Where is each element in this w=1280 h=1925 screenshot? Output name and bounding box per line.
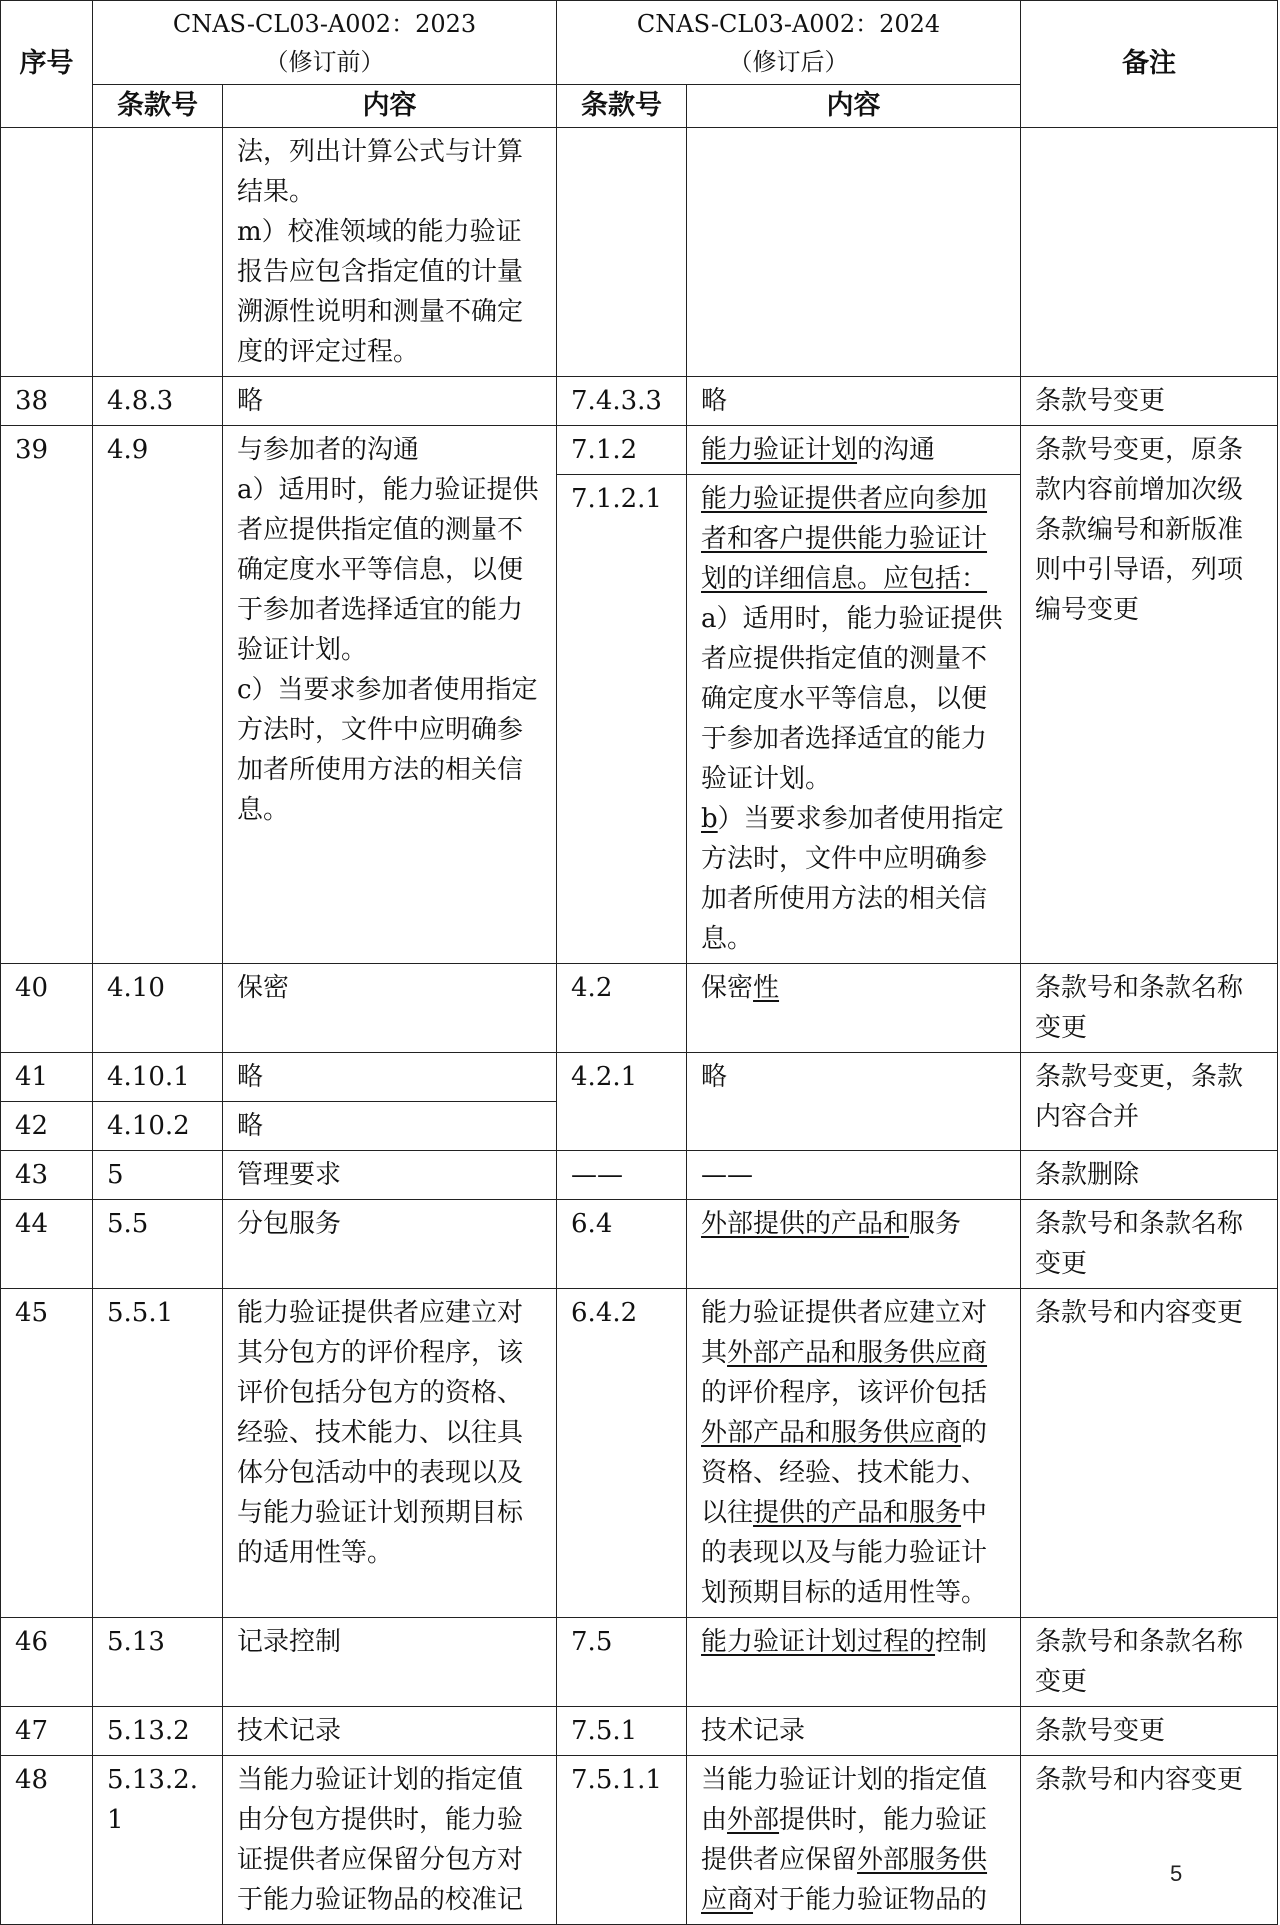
cell-seq: 46 [1, 1618, 93, 1707]
underlined-text: 性 [753, 973, 780, 1003]
cell-old-no: 5.5.1 [93, 1289, 223, 1618]
old-version-label: CNAS-CL03-A002：2023 [172, 9, 477, 38]
underlined-text: 外部产品和服务供应商 [701, 1418, 962, 1448]
table-row [1, 1289, 1278, 1618]
cell-old-content: 略 [223, 1053, 557, 1102]
cell-new-content [687, 475, 1021, 964]
cell-old-content [223, 128, 557, 377]
cell-new-no: 7.4.3.3 [557, 377, 687, 426]
cell-new-no: 4.2 [557, 964, 687, 1053]
cell-remark: 条款号和内容变更 [1021, 1756, 1278, 1925]
underlined-text: 能力验证提供者应向参加者和客户提供能力验证计划的详细信息。应包括： [701, 484, 988, 594]
underlined-text: 外部产品和服务供应商 [727, 1338, 988, 1368]
cell-new-no: 7.1.2.1 [557, 475, 687, 964]
cell-seq: 47 [1, 1707, 93, 1756]
cell-seq: 40 [1, 964, 93, 1053]
cell-remark: 条款号变更，条款内容合并 [1021, 1053, 1278, 1151]
table-row [1, 377, 1278, 426]
table-row [1, 1151, 1278, 1200]
header-new-version [557, 1, 1021, 85]
text: 服务 [909, 1209, 962, 1239]
cell-old-no: 5 [93, 1151, 223, 1200]
cell-remark: 条款号和内容变更 [1021, 1289, 1278, 1618]
cell-seq: 38 [1, 377, 93, 426]
cell-old-no: 4.10.1 [93, 1053, 223, 1102]
header-old-version [93, 1, 557, 85]
underlined-text: b [701, 804, 718, 834]
text: 能力验证提供者应建立对其 [701, 1298, 988, 1368]
cell-old-no: 4.9 [93, 426, 223, 964]
cell-new-no: 7.5.1 [557, 1707, 687, 1756]
cell-new-content [687, 1756, 1021, 1925]
cell-new-no: —— [557, 1151, 687, 1200]
para: 法，列出计算公式与计算结果。 [237, 137, 524, 207]
cell-seq [1, 128, 93, 377]
para: a）适用时，能力验证提供者应提供指定值的测量不确定度水平等信息，以便于参加者选择适宜的能力验证计划。 [237, 475, 539, 665]
new-version-note: （修订后） [728, 47, 849, 76]
underlined-text: 外部服务供应商 [701, 1845, 988, 1915]
cell-seq: 42 [1, 1102, 93, 1151]
cell-old-content: 记录控制 [223, 1618, 557, 1707]
cell-old-no: 5.13.2.1 [93, 1756, 223, 1925]
cell-old-content [223, 426, 557, 964]
cell-old-content: 管理要求 [223, 1151, 557, 1200]
underlined-text: 外部 [727, 1805, 780, 1835]
cell-remark: 条款号变更，原条款内容前增加次级条款编号和新版准则中引导语，列项编号变更 [1021, 426, 1278, 964]
para [701, 799, 1006, 959]
cell-new-no [557, 128, 687, 377]
cell-new-content: 略 [687, 1053, 1021, 1151]
header-remark: 备注 [1021, 1, 1278, 128]
text: ）当要求参加者使用指定方法时，文件中应明确参加者所使用方法的相关信息。 [701, 804, 1004, 954]
cell-remark: 条款删除 [1021, 1151, 1278, 1200]
underlined-text: 能力验证计划过程的 [701, 1627, 936, 1657]
cell-old-no: 4.8.3 [93, 377, 223, 426]
page-number: 5 [1170, 1861, 1183, 1886]
cell-remark: 条款号和条款名称变更 [1021, 1618, 1278, 1707]
table-row [1, 1707, 1278, 1756]
text: 当能力验证计划的指定值由 [701, 1765, 988, 1835]
cell-old-no [93, 128, 223, 377]
text: 控制 [935, 1627, 988, 1657]
cell-old-content: 当能力验证计划的指定值由分包方提供时，能力验证提供者应保留分包方对于能力验证物品的校准记 [223, 1756, 557, 1925]
old-version-note: （修订前） [264, 47, 385, 76]
header-old-content: 内容 [223, 85, 557, 128]
cell-new-content [687, 1618, 1021, 1707]
cell-new-content [687, 128, 1021, 377]
text: 的资格、经验、技术能力、以往 [701, 1418, 988, 1528]
cell-old-content: 技术记录 [223, 1707, 557, 1756]
text: 的沟通 [857, 435, 936, 465]
header-seq: 序号 [1, 1, 93, 128]
cell-seq: 48 [1, 1756, 93, 1925]
cell-old-content: 分包服务 [223, 1200, 557, 1289]
cell-new-no: 6.4.2 [557, 1289, 687, 1618]
cell-new-content: —— [687, 1151, 1021, 1200]
para: m）校准领域的能力验证报告应包含指定值的计量溯源性说明和测量不确定度的评定过程。 [237, 217, 524, 367]
cell-new-content [687, 964, 1021, 1053]
cell-old-content: 略 [223, 1102, 557, 1151]
cell-old-content: 略 [223, 377, 557, 426]
cell-remark: 条款号变更 [1021, 1707, 1278, 1756]
new-version-label: CNAS-CL03-A002：2024 [636, 9, 941, 38]
cell-seq: 45 [1, 1289, 93, 1618]
table-row [1, 1053, 1278, 1102]
para: a）适用时，能力验证提供者应提供指定值的测量不确定度水平等信息，以便于参加者选择适宜的能力验证计划。 [701, 604, 1003, 794]
cell-remark: 条款号变更 [1021, 377, 1278, 426]
text: 的评价程序，该评价包括 [701, 1378, 988, 1408]
cell-new-no: 6.4 [557, 1200, 687, 1289]
text: 中的表现以及与能力验证计划预期目标的适用性等。 [701, 1498, 988, 1608]
cell-new-no: 7.5 [557, 1618, 687, 1707]
table-row [1, 1756, 1278, 1925]
underlined-text: 能力验证计划 [701, 435, 858, 465]
cell-new-content: 略 [687, 377, 1021, 426]
cell-new-content [687, 426, 1021, 475]
underlined-text: 外部提供的产品和 [701, 1209, 910, 1239]
table-row [1, 964, 1278, 1053]
cell-seq: 44 [1, 1200, 93, 1289]
cell-new-content [687, 1289, 1021, 1618]
cell-old-no: 5.13.2 [93, 1707, 223, 1756]
cell-old-no: 5.13 [93, 1618, 223, 1707]
cell-remark: 条款号和条款名称变更 [1021, 964, 1278, 1053]
table-row-continuation [1, 128, 1278, 377]
table-row [1, 1618, 1278, 1707]
table-row [1, 1200, 1278, 1289]
header-new-content: 内容 [687, 85, 1021, 128]
cell-new-no: 7.1.2 [557, 426, 687, 475]
cell-old-no: 4.10.2 [93, 1102, 223, 1151]
cell-old-content: 保密 [223, 964, 557, 1053]
text: 提供时，能力验证提供者应保留 [701, 1805, 988, 1875]
para: 与参加者的沟通 [237, 435, 420, 465]
para: c）当要求参加者使用指定方法时，文件中应明确参加者所使用方法的相关信息。 [237, 675, 538, 825]
cell-old-content: 能力验证提供者应建立对其分包方的评价程序，该评价包括分包方的资格、经验、技术能力、以往具体分包活动中的表现以及与能力验证计划预期目标的适用性等。 [223, 1289, 557, 1618]
cell-new-no: 7.5.1.1 [557, 1756, 687, 1925]
header-old-clause-no: 条款号 [93, 85, 223, 128]
cell-old-no: 5.5 [93, 1200, 223, 1289]
cell-seq: 43 [1, 1151, 93, 1200]
cell-remark [1021, 128, 1278, 377]
cell-seq: 39 [1, 426, 93, 964]
text: 保密 [701, 973, 754, 1003]
text: 对于能力验证物品的 [753, 1885, 988, 1915]
cell-new-content [687, 1200, 1021, 1289]
cell-new-content: 技术记录 [687, 1707, 1021, 1756]
header-new-clause-no: 条款号 [557, 85, 687, 128]
cell-seq: 41 [1, 1053, 93, 1102]
cell-new-no: 4.2.1 [557, 1053, 687, 1151]
cell-remark: 条款号和条款名称变更 [1021, 1200, 1278, 1289]
underlined-text: 提供的产品和服务 [753, 1498, 962, 1528]
table-row [1, 426, 1278, 475]
cell-old-no: 4.10 [93, 964, 223, 1053]
